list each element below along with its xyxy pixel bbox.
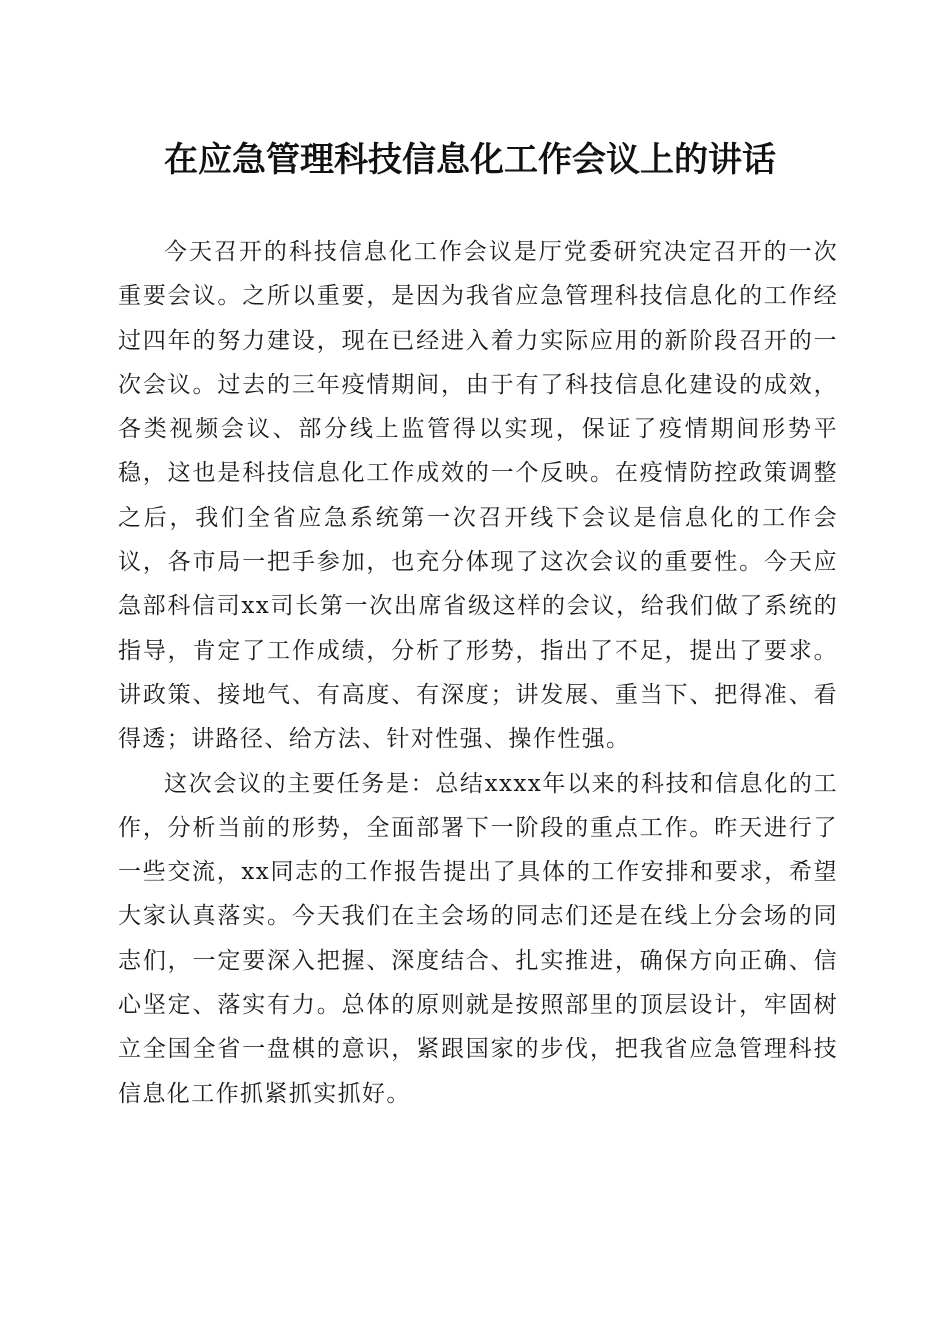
paragraph-2: 这次会议的主要任务是：总结xxxx年以来的科技和信息化的工作，分析当前的形势，全面部署下一阶段的重点工作。昨天进行了一些交流，xx同志的工作报告提出了具体的工作安排和要求，希望大家认真落实。今天我们在主会场的同志们还是在线上分会场的同志们，一定要深入把握、深度结合、扎实推进，确保方向正确、信心坚定、落实有力。总体的原则就是按照部里的顶层设计，牢固树立全国全省一盘棋的意识，紧跟国家的步伐，把我省应急管理科技信息化工作抓紧抓实抓好。: [118, 770, 838, 1107]
document-body: [118, 230, 838, 1116]
paragraph-1: 今天召开的科技信息化工作会议是厅党委研究决定召开的一次重要会议。之所以重要，是因为我省应急管理科技信息化的工作经过四年的努力建设，现在已经进入着力实际应用的新阶段召开的一次会议。过去的三年疫情期间，由于有了科技信息化建设的成效，各类视频会议、部分线上监管得以实现，保证了疫情期间形势平稳，这也是科技信息化工作成效的一个反映。在疫情防控政策调整之后，我们全省应急系统第一次召开线下会议是信息化的工作会议，各市局一把手参加，也充分体现了这次会议的重要性。今天应急部科信司xx司长第一次出席省级这样的会议，给我们做了系统的指导，肯定了工作成绩，分析了形势，指出了不足，提出了要求。讲政策、接地气、有高度、有深度；讲发展、重当下、把得准、看得透；讲路径、给方法、针对性强、操作性强。: [118, 239, 838, 753]
document-title: 在应急管理科技信息化工作会议上的讲话: [164, 140, 776, 180]
